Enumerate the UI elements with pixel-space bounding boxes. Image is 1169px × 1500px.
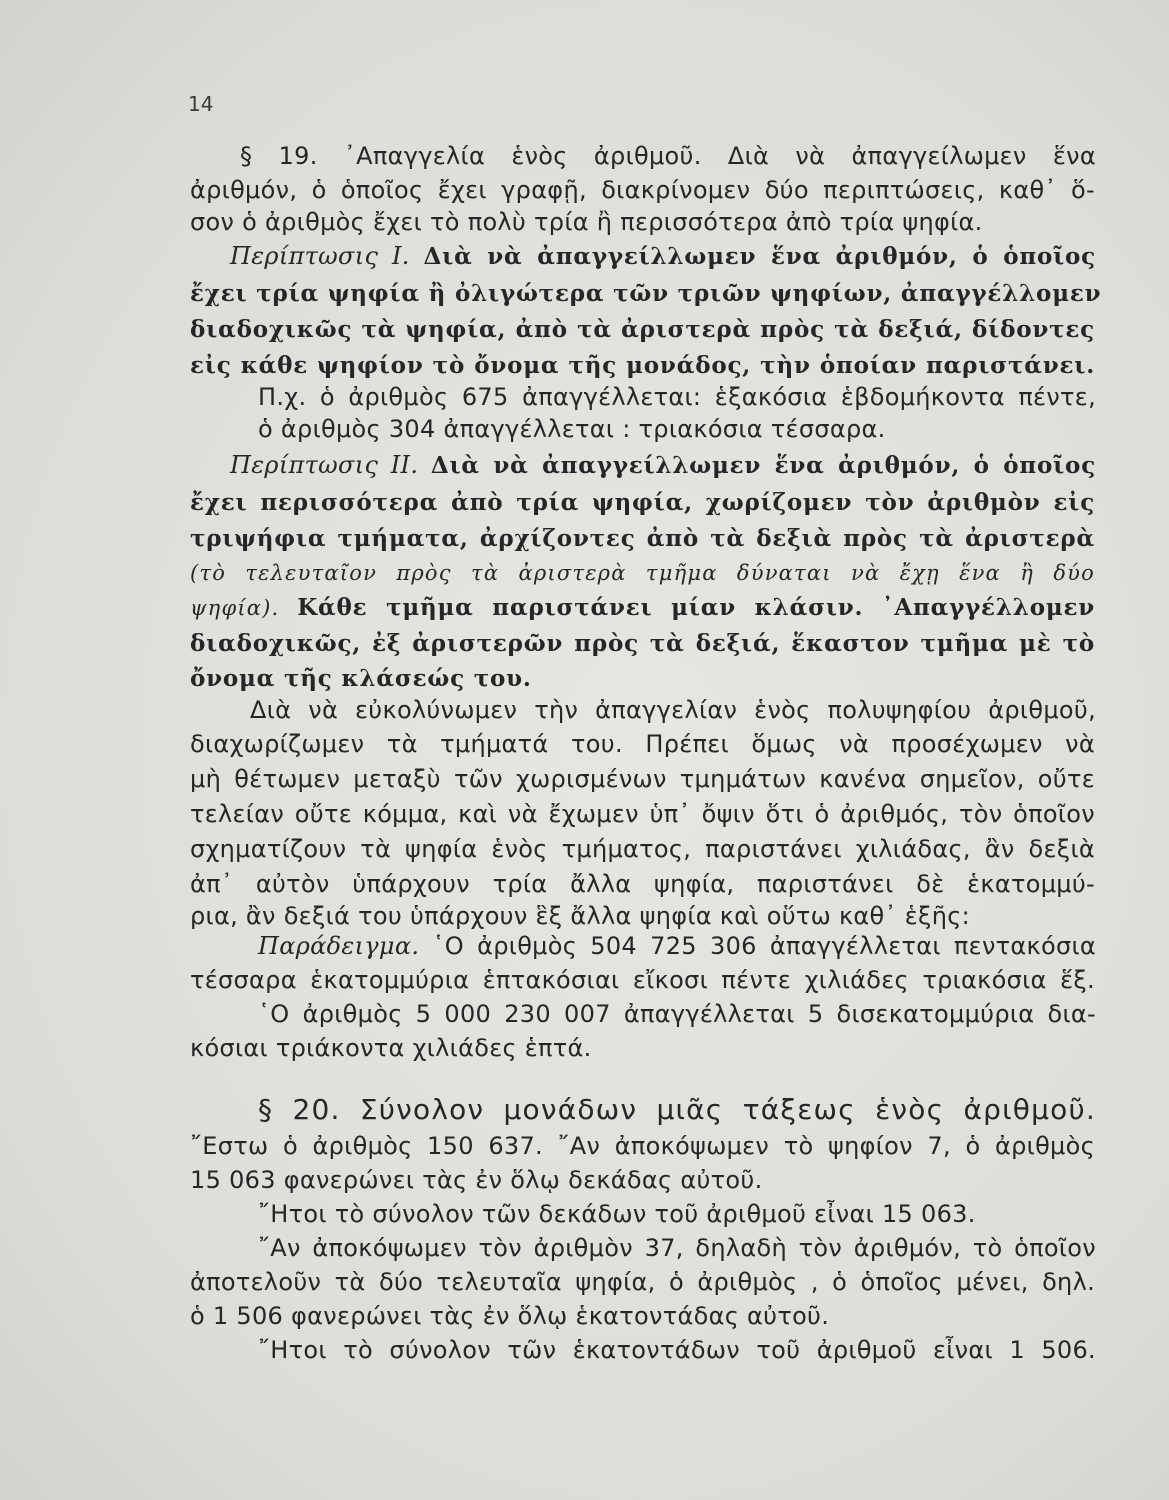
text-segment: ρια, ἂν δεξιά του ὑπάρχουν ἓξ ἄλλα ψηφία καὶ οὕτω καθ᾿ ἑξῆς: [190,902,970,930]
text-line [258,998,1096,1030]
page-number: 14 [188,92,214,116]
text-line [190,1300,1095,1332]
text-segment: εἰς κάθε ψηφίον τὸ ὄνομα τῆς μονάδος, τὴν ὁποίαν παριστάνει. [190,352,1095,379]
text-segment: ἀπ᾿ αὐτὸν ὑπάρχουν τρία ἄλλα ψηφία, παριστάνει δὲ ἑκατομμύ- [190,870,1095,898]
text-segment: ῎Εστω ὁ ἀριθμὸς 150 637. ῎Αν ἀποκόψωμεν τὸ ψηφίον 7, ὁ ἀριθμὸς [190,1132,1095,1160]
text-line [258,381,1096,413]
text-segment: Διὰ νὰ εὐκολύνωμεν τὴν ἀπαγγελίαν ἑνὸς πολυψηφίου ἀριθμοῦ, [250,696,1096,724]
text-line [190,833,1095,865]
text-segment: ὁ ἀριθμὸς 304 ἀπαγγέλλεται : τριακόσια τέσσαρα. [258,415,886,443]
text-segment: Περίπτωσις Ι. [230,242,424,270]
text-segment: ῎Ητοι τὸ σύνολον τῶν ἑκατοντάδων τοῦ ἀριθμοῦ εἶναι 1 506. [258,1336,1096,1364]
text-line [258,930,1096,962]
text-segment: ῾Ο ἀριθμὸς 5 000 230 007 ἀπαγγέλλεται 5 δισεκατομμύρια δια- [258,1000,1096,1028]
text-segment: 15 063 φανερώνει τὰς ἐν ὅλῳ δεκάδας αὐτοῦ. [190,1166,763,1194]
text-line [190,556,1095,589]
text-segment: ἀποτελοῦν τὰ δύο τελευταῖα ψηφία, ὁ ἀριθμὸς , ὁ ὁποῖος μένει, δηλ. [190,1268,1095,1296]
text-segment: ῎Αν ἀποκόψωμεν τὸν ἀριθμὸν 37, δηλαδὴ τὸν ἀριθμόν, τὸ ὁποῖον [258,1234,1096,1262]
text-line [190,313,1095,346]
text-segment: σχηματίζουν τὰ ψηφία ἑνὸς τμήματος, παριστάνει χιλιάδας, ἂν δεξιὰ [190,835,1095,863]
text-segment: τέσσαρα ἑκατομμύρια ἑπτακόσιαι εἴκοσι πέντε χιλιάδες τριακόσια ἕξ. [190,966,1095,994]
text-line [190,900,1070,932]
text-line [190,728,1095,760]
text-line [190,763,1095,795]
text-line [190,1266,1095,1298]
text-segment: § 20. Σύνολον μονάδων μιᾶς τάξεως ἑνὸς ἀριθμοῦ. [258,1093,1096,1126]
text-line [258,1198,1096,1230]
text-line [190,277,1102,310]
text-segment: Διὰ νὰ ἀπαγγείλλωμεν ἕνα ἀριθμόν, ὁ ὁποῖος [430,452,1097,479]
text-segment: Διὰ νὰ ἀπαγγείλλωμεν ἕνα ἀριθμόν, ὁ ὁποῖος [423,243,1096,270]
text-segment: Περίπτωσις ΙΙ. [230,451,431,479]
text-line [250,694,1096,726]
text-segment: σον ὁ ἀριθμὸς ἔχει τὸ πολὺ τρία ἢ περισσότερα ἀπὸ τρία ψηφία. [190,208,983,236]
text-segment: ῎Ητοι τὸ σύνολον τῶν δεκάδων τοῦ ἀριθμοῦ εἶναι 15 063. [258,1200,976,1228]
text-segment: διαχωρίζωμεν τὰ τμήματά του. Πρέπει ὅμως νὰ προσέχωμεν νὰ [190,730,1095,758]
text-line [258,1232,1096,1264]
text-segment: (τὸ τελευταῖον πρὸς τὰ ἀριστερὰ τμῆμα δύναται νὰ ἔχῃ ἕνα ἢ δύο [190,561,1095,585]
text-line [190,662,1095,695]
text-line [190,174,1095,206]
text-line [190,1164,1095,1196]
text-line [190,349,1095,382]
text-segment: Κάθε τμῆμα παριστάνει μίαν κλάσιν. ᾿Απαγγέλλομεν [297,594,1096,621]
text-segment: Π.χ. ὁ ἀριθμὸς 675 ἀπαγγέλλεται: ἑξακόσια ἑβδομήκοντα πέντε, [258,383,1096,411]
text-segment: ὄνομα τῆς κλάσεώς του. [190,665,532,692]
text-line [190,868,1095,900]
text-line [190,591,1095,624]
text-segment: Παράδειγμα. [258,932,433,960]
text-line [258,1334,1096,1366]
text-segment: διαδοχικῶς, ἐξ ἀριστερῶν πρὸς τὰ δεξιά, ἕκαστον τμῆμα μὲ τὸ [190,630,1095,657]
text-segment: ῾Ο ἀριθμὸς 504 725 306 ἀπαγγέλλεται πεντακόσια [432,932,1097,960]
text-line [230,240,1096,273]
text-segment: τριψήφια τμήματα, ἀρχίζοντες ἀπὸ τὰ δεξιὰ πρὸς τὰ ἀριστερὰ [190,525,1095,552]
text-segment: ἔχει περισσότερα ἀπὸ τρία ψηφία, χωρίζομεν τὸν ἀριθμὸν εἰς [190,489,1095,516]
text-segment: μὴ θέτωμεν μεταξὺ τῶν χωρισμένων τμημάτων κανένα σημεῖον, οὔτε [190,765,1095,793]
text-segment: τελείαν οὔτε κόμμα, καὶ νὰ ἔχωμεν ὑπ᾿ ὄψιν ὅτι ὁ ἀριθμός, τὸν ὁποῖον [190,800,1095,828]
text-line [190,964,1095,996]
text-line [230,449,1096,482]
text-segment: ἔχει τρία ψηφία ἢ ὀλιγώτερα τῶν τριῶν ψηφίων, ἀπαγγέλλομεν [190,280,1102,307]
text-segment: ὁ 1 506 φανερώνει τὰς ἐν ὅλῳ ἑκατοντάδας αὐτοῦ. [190,1302,830,1330]
text-line [190,798,1095,830]
text-segment: κόσιαι τριάκοντα χιλιάδες ἑπτά. [190,1034,592,1062]
text-line [190,1130,1095,1162]
text-line [240,140,1096,172]
text-line [190,486,1095,519]
text-segment: διαδοχικῶς τὰ ψηφία, ἀπὸ τὰ ἀριστερὰ πρὸς τὰ δεξιά, δίδοντες [190,316,1095,343]
text-line [190,1032,1095,1064]
text-line [190,522,1095,555]
text-segment: § 19. ᾿Απαγγελία ἑνὸς ἀριθμοῦ. Διὰ νὰ ἀπαγγείλωμεν ἕνα [240,142,1096,170]
text-line [190,627,1095,660]
text-segment: ψηφία). [190,596,298,620]
text-line [258,413,1078,445]
text-line [190,206,1070,238]
section-heading [258,1094,1096,1127]
text-segment: ἀριθμόν, ὁ ὁποῖος ἔχει γραφῇ, διακρίνομεν δύο περιπτώσεις, καθ᾿ ὅ- [190,176,1095,204]
